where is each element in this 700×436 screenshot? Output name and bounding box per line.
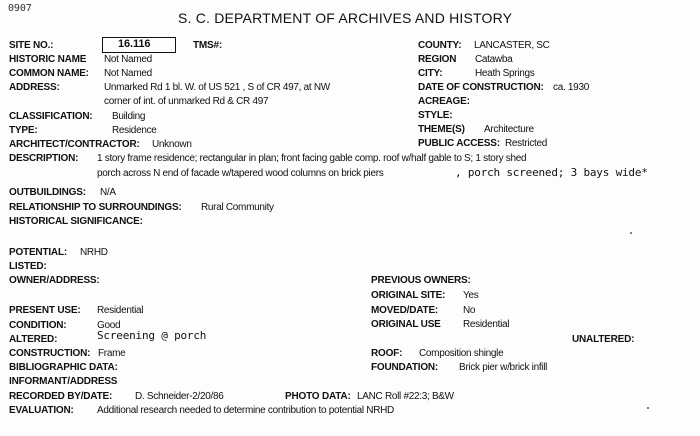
description-line2: porch across N end of facade w/tapered wood columns on brick piers <box>97 168 384 179</box>
bibliographic-label: BIBLIOGRAPHIC DATA: <box>9 362 118 373</box>
owner-label: OWNER/ADDRESS: <box>9 275 100 286</box>
potential-label: POTENTIAL: <box>9 247 67 258</box>
roof-value: Composition shingle <box>419 348 504 359</box>
type-label: TYPE: <box>9 125 38 136</box>
tms-label: TMS#: <box>193 40 223 51</box>
historic-name-value: Not Named <box>104 54 152 65</box>
classification-value: Building <box>112 111 146 122</box>
outbuildings-value: N/A <box>100 187 116 198</box>
architect-label: ARCHITECT/CONTRACTOR: <box>9 139 140 150</box>
recorded-by-value: D. Schneider-2/20/86 <box>135 391 224 402</box>
previous-owners-label: PREVIOUS OWNERS: <box>371 275 471 286</box>
condition-value: Good <box>97 320 121 331</box>
site-no-value: 16.116 <box>118 38 151 50</box>
public-access-value: Restricted <box>505 138 548 149</box>
condition-label: CONDITION: <box>9 320 67 331</box>
page-title: S. C. DEPARTMENT OF ARCHIVES AND HISTORY <box>178 10 513 26</box>
common-name-label: COMMON NAME: <box>9 68 89 79</box>
common-name-value: Not Named <box>104 68 152 79</box>
recorded-by-label: RECORDED BY/DATE: <box>9 391 113 402</box>
moved-date-value: No <box>463 305 476 316</box>
potential-value: NRHD <box>80 247 108 258</box>
evaluation-value: Additional research needed to determine contribution to potential NRHD <box>97 405 394 416</box>
scan-speck <box>630 232 632 234</box>
listed-label: LISTED: <box>9 261 47 272</box>
scan-speck <box>647 407 649 409</box>
construction-value: Frame <box>98 348 126 359</box>
relationship-value: Rural Community <box>201 202 274 213</box>
original-site-label: ORIGINAL SITE: <box>371 290 446 301</box>
region-label: REGION <box>418 54 457 65</box>
date-of-construction-label: DATE OF CONSTRUCTION: <box>418 82 544 93</box>
architect-value: Unknown <box>152 139 192 150</box>
original-use-label: ORIGINAL USE <box>371 319 441 330</box>
corner-number: 0907 <box>8 3 32 14</box>
informant-label: INFORMANT/ADDRESS <box>9 376 118 387</box>
type-value: Residence <box>112 125 157 136</box>
original-use-value: Residential <box>463 319 510 330</box>
present-use-value: Residential <box>97 305 144 316</box>
photo-data-value: LANC Roll #22:3; B&W <box>357 391 454 402</box>
original-site-value: Yes <box>463 290 479 301</box>
construction-label: CONSTRUCTION: <box>9 348 91 359</box>
altered-label: ALTERED: <box>9 334 58 345</box>
theme-label: THEME(S) <box>418 124 465 135</box>
address-label: ADDRESS: <box>9 82 60 93</box>
public-access-label: PUBLIC ACCESS: <box>418 138 500 149</box>
present-use-label: PRESENT USE: <box>9 305 81 316</box>
date-of-construction-value: ca. 1930 <box>553 82 589 93</box>
classification-label: CLASSIFICATION: <box>9 111 93 122</box>
city-value: Heath Springs <box>475 68 535 79</box>
photo-data-label: PHOTO DATA: <box>285 391 351 402</box>
evaluation-label: EVALUATION: <box>9 405 74 416</box>
historical-significance-label: HISTORICAL SIGNIFICANCE: <box>9 216 143 227</box>
foundation-value: Brick pier w/brick infill <box>459 362 548 373</box>
county-value: LANCASTER, SC <box>474 40 550 51</box>
site-no-label: SITE NO.: <box>9 40 54 51</box>
city-label: CITY: <box>418 68 443 79</box>
moved-date-label: MOVED/DATE: <box>371 305 439 316</box>
relationship-label: RELATIONSHIP TO SURROUNDINGS: <box>9 202 182 213</box>
description-typed-addition: , porch screened; 3 bays wide* <box>455 166 648 179</box>
address-line2: corner of int. of unmarked Rd & CR 497 <box>104 96 269 107</box>
address-line1: Unmarked Rd 1 bl. W. of US 521 , S of CR 497, at NW <box>104 82 330 93</box>
historic-name-label: HISTORIC NAME <box>9 54 87 65</box>
outbuildings-label: OUTBUILDINGS: <box>9 187 86 198</box>
theme-value: Architecture <box>484 124 534 135</box>
altered-value: Screening @ porch <box>97 329 207 342</box>
description-label: DESCRIPTION: <box>9 153 79 164</box>
region-value: Catawba <box>475 54 513 65</box>
county-label: COUNTY: <box>418 40 462 51</box>
foundation-label: FOUNDATION: <box>371 362 439 373</box>
roof-label: ROOF: <box>371 348 403 359</box>
style-label: STYLE: <box>418 110 453 121</box>
unaltered-label: UNALTERED: <box>572 334 635 345</box>
description-line1: 1 story frame residence; rectangular in plan; front facing gable comp. roof w/half gable to S; 1 story shed <box>97 153 527 164</box>
acreage-label: ACREAGE: <box>418 96 470 107</box>
